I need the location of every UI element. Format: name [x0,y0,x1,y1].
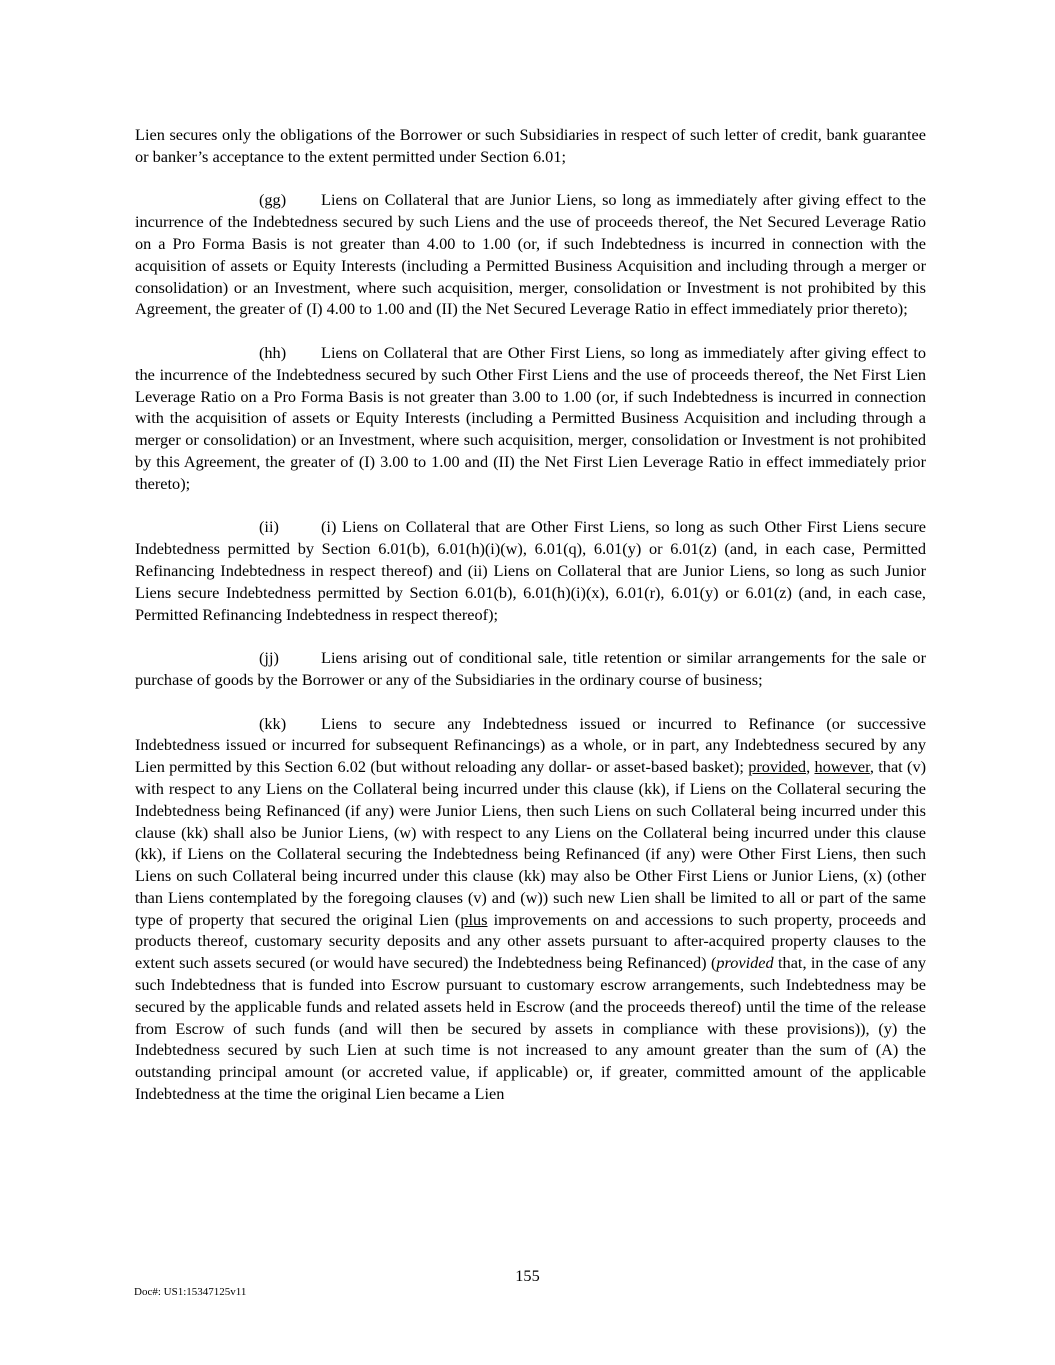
kk-text-part2: , that (v) with respect to any Liens on the Collateral being incurred under this clause (kk), if Liens on the Collateral securing the Indebtedness being Refinanced (if any) were Junior Liens, then such Liens on such Collateral being incurred under this clause (kk) shall also be Junior Liens, (w) with respect to any Liens on the Collateral being incurred under this clause (kk), if Liens on the Collateral securing the Indebtedness being Refinanced (if any) were Other First Liens, then such Liens on such Collateral being incurred under this clause (kk) may also be Other First Liens or Junior Liens, (x) (other than Liens contemplated by the foregoing clauses (v) and (w)) such new Lien shall be limited to all or part of the same type of property that secured the original Lien ( [135,757,927,929]
clause-label: (jj) [259,648,279,668]
paragraph-text: Liens on Collateral that are Junior Liens, so long as immediately after giving effect to the incurrence of the Indebtedness secured by such Liens and the use of proceeds thereof, the Net Secured Leverage Ratio on a Pro Forma Basis is not greater than 4.00 to 1.00 (or, if such Indebtedness is incurred in connection with the acquisition of assets or Equity Interests (including a Permitted Business Acquisition and including through a merger or consolidation) or an Investment, where such acquisition, merger, consolidation or Investment is not prohibited by this Agreement, the greater of (I) 4.00 to 1.00 and (II) the Net Secured Leverage Ratio in effect immediately prior thereto); [135,190,926,319]
paragraph-hh [135,342,926,495]
document-body [135,124,926,1127]
clause-label: (hh) [259,342,287,362]
kk-text-part3: improvements on and accessions to such property, proceeds and products thereof, customary security deposits and any other assets pursuant to after-acquired property clauses to the extent such assets secured (or would have secured) the Indebtedness being Refinanced) ( [135,909,926,973]
paragraph-continuation [135,124,926,168]
kk-text-part4: that, in the case of any such Indebtedness that is funded into Escrow pursuant to customary escrow arrangements, such Indebtedness may be secured by the applicable funds and related assets held in Escrow (and the proceeds thereof) until the time of the release from Escrow of such funds (and will then be secured by assets in compliance with these provisions)), (y) the Indebtedness secured by such Lien at such time is not increased to any amount greater than the sum of (A) the outstanding principal amount (or accreted value, if applicable) or, if greater, committed amount of the applicable Indebtedness at the time the original Lien became a Lien [135,953,926,1104]
kk-text-part1: Liens to secure any Indebtedness issued or incurred to Refinance (or successive Indebtedness issued or incurred for subsequent Refinancings) as a whole, or in part, any Indebtedness secured by any Lien permitted by this Section 6.02 (but without reloading any dollar- or asset-based basket); [135,713,926,777]
clause-label: (gg) [259,190,287,210]
paragraph-gg [135,189,926,320]
kk-comma: , [806,757,815,777]
clause-label: (ii) [259,517,279,537]
paragraph-text: (i) Liens on Collateral that are Other First Liens, so long as such Other First Liens secure Indebtedness permitted by Section 6.01(b), 6.01(h)(i)(w), 6.01(q), 6.01(y) or 6.01(z) (and, in each case, Permitted Refinancing Indebtedness in respect thereof) and (ii) Liens on Collateral that are Junior Liens, so long as such Junior Liens secure Indebtedness permitted by Section 6.01(b), 6.01(h)(i)(x), 6.01(r), 6.01(y) or 6.01(z) (and, in each case, Permitted Refinancing Indebtedness in respect thereof); [135,517,926,624]
paragraph-kk [135,713,926,1105]
document-id: Doc#: US1:15347125v11 [134,1286,247,1298]
paragraph-text: Liens on Collateral that are Other First Liens, so long as immediately after giving effect to the incurrence of the Indebtedness secured by such Other First Liens and the use of proceeds thereof, the Net First Lien Leverage Ratio on a Pro Forma Basis is not greater than 3.00 to 1.00 (or, if such Indebtedness is incurred in connection with the acquisition of assets or Equity Interests (including a Permitted Business Acquisition and including through a merger or consolidation) or an Investment, where such acquisition, merger, consolidation or Investment is not prohibited by this Agreement, the greater of (I) 3.00 to 1.00 and (II) the Net First Lien Leverage Ratio in effect immediately prior thereto); [135,342,926,493]
however-underlined: however [814,757,870,777]
paragraph-text: Lien secures only the obligations of the Borrower or such Subsidiaries in respect of such letter of credit, bank guarantee or banker’s acceptance to the extent permitted under Section 6.01; [135,125,926,166]
clause-label: (kk) [259,713,287,733]
paragraph-text: Liens arising out of conditional sale, title retention or similar arrangements for the sale or purchase of goods by the Borrower or any of the Subsidiaries in the ordinary course of business; [135,648,926,689]
paragraph-jj [135,647,926,691]
paragraph-ii [135,516,926,625]
page-number: 155 [515,1266,540,1285]
provided-underlined: provided [748,757,807,777]
provided-italic: provided [716,953,774,973]
plus-underlined: plus [460,909,488,929]
